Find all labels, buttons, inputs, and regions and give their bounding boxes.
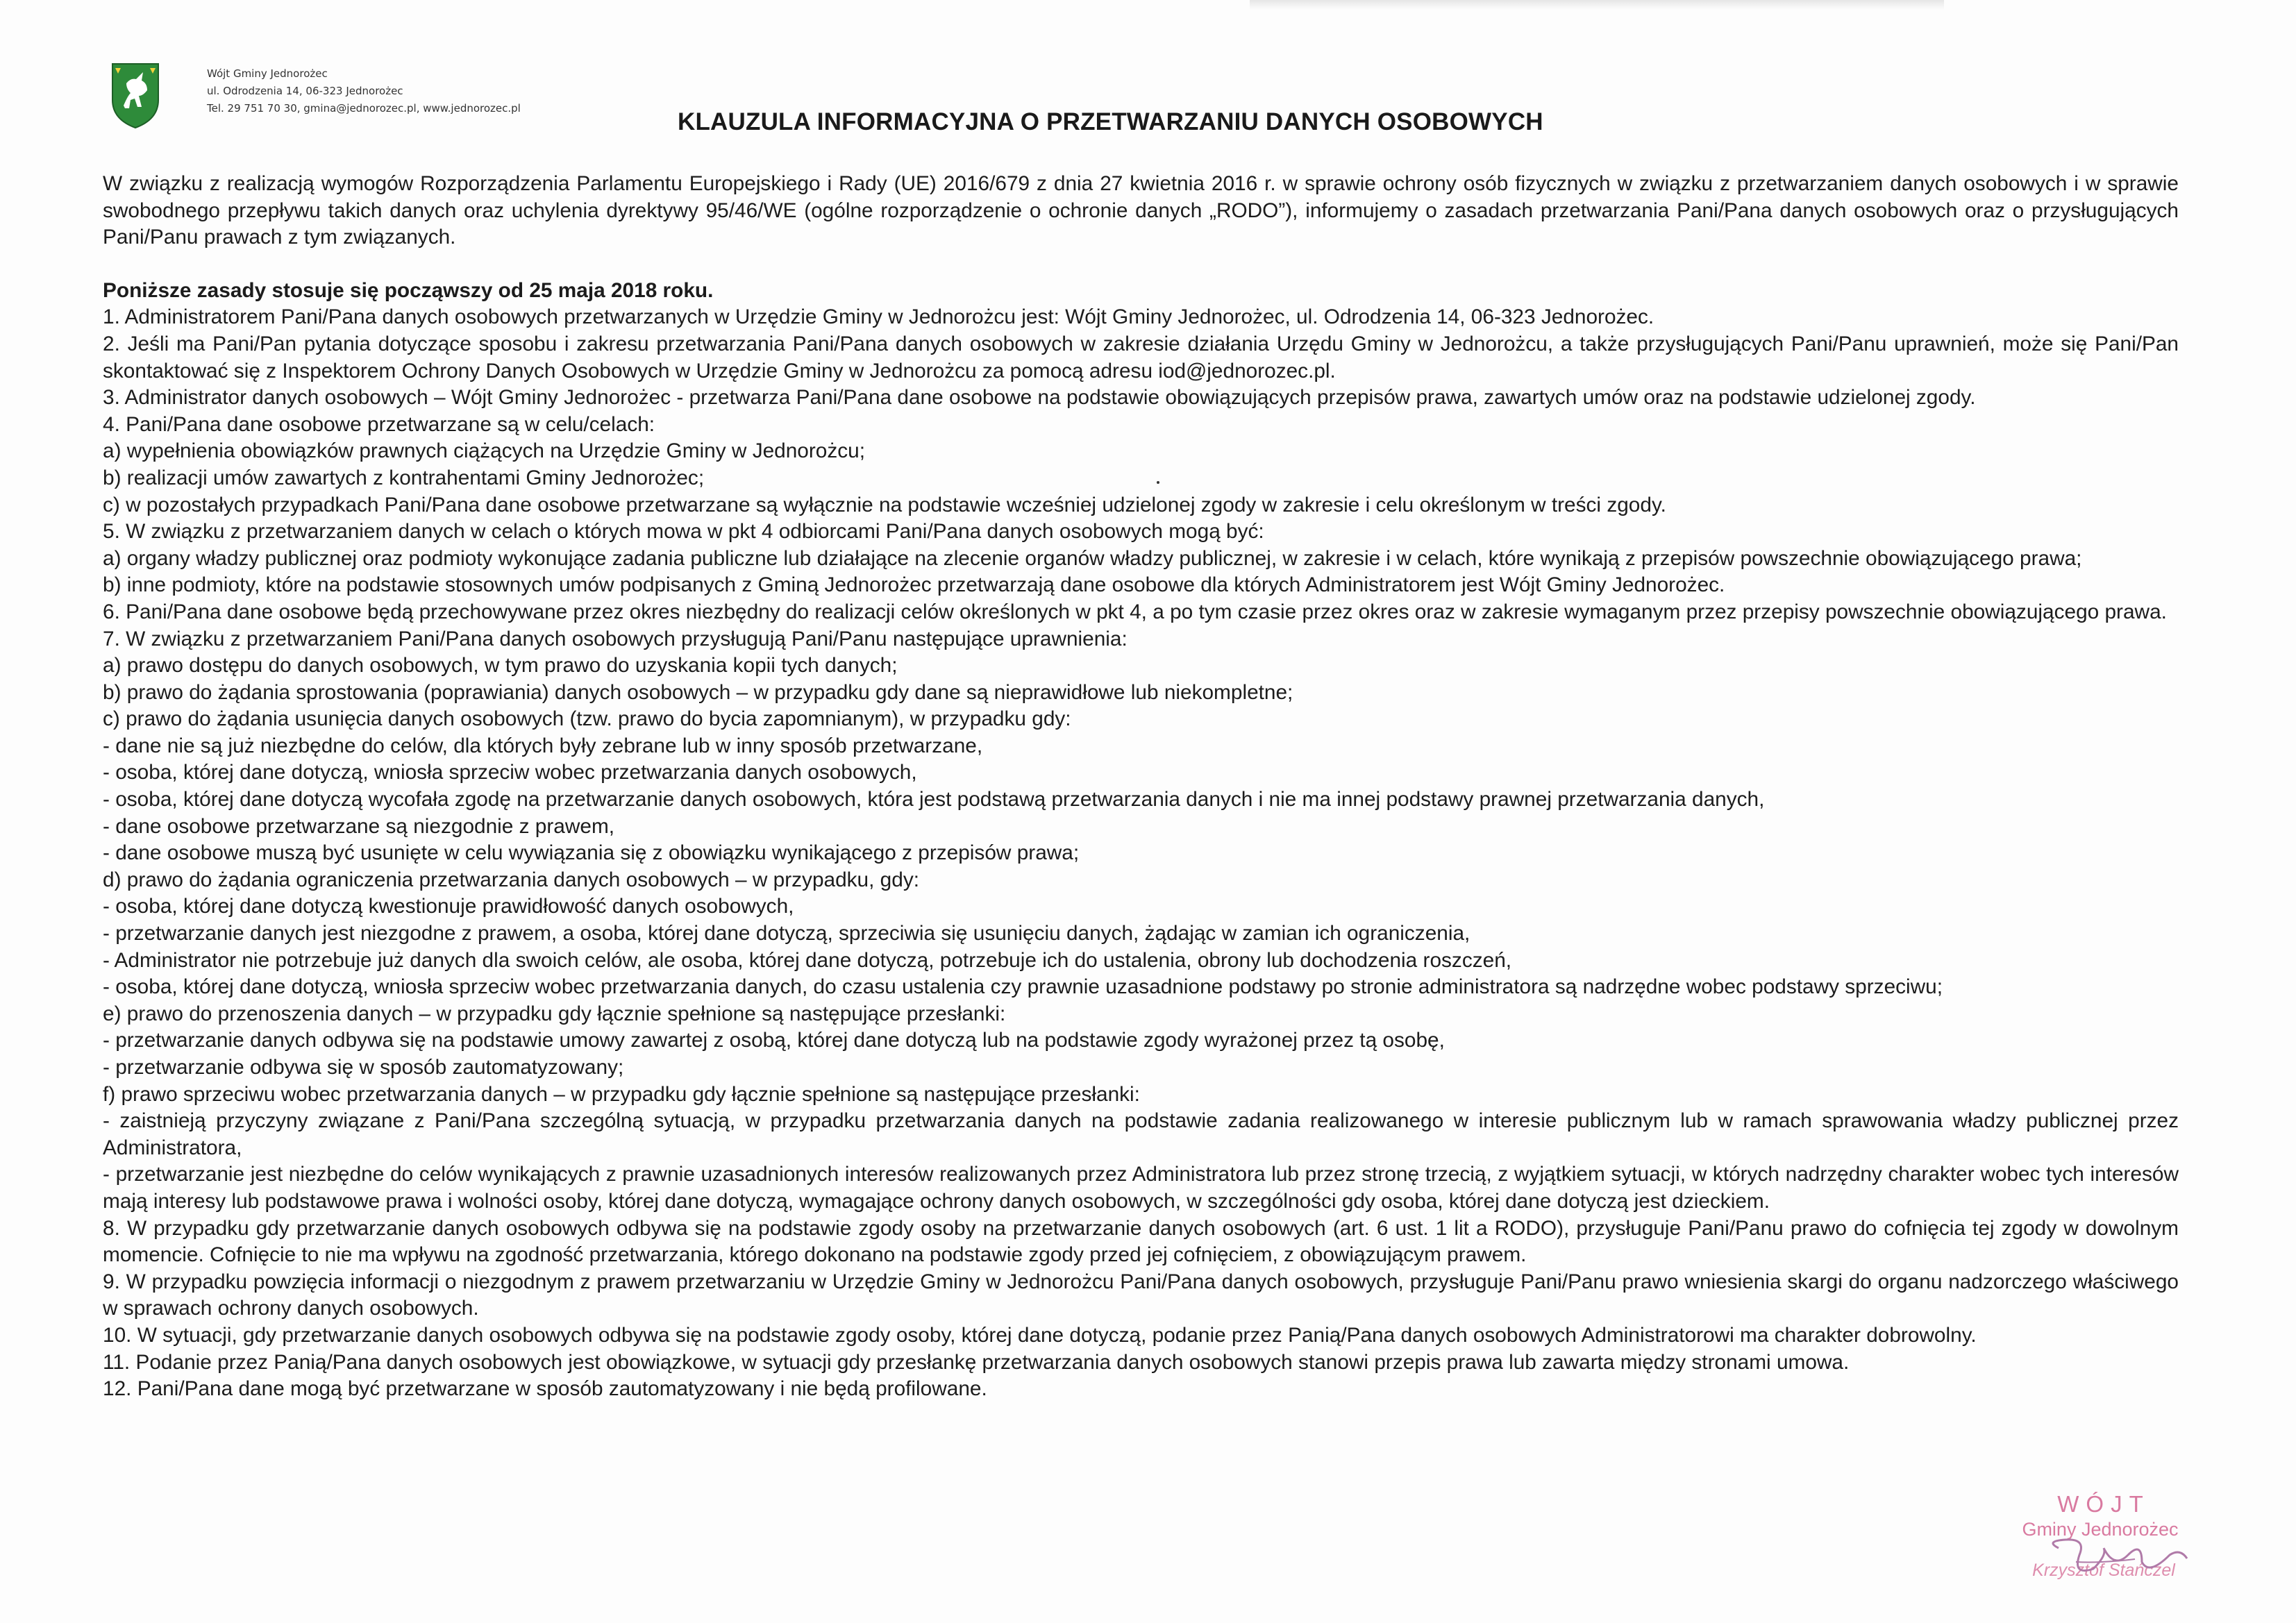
scan-speck [1157, 481, 1159, 484]
list-item: b) realizacji umów zawartych z kontrahentami Gminy Jednorożec; [103, 466, 705, 489]
rules-heading: Poniższe zasady stosuje się począwszy od 25 maja 2018 roku. [103, 278, 714, 302]
list-item: c) prawo do żądania usunięcia danych osobowych (tzw. prawo do bycia zapomnianym), w przypadku gdy: [103, 707, 1071, 731]
header-address-line: Wójt Gminy Jednorożec [207, 67, 328, 80]
list-item: 1. Administratorem Pani/Pana danych osobowych przetwarzanych w Urzędzie Gminy w Jednorożcu jest: Wójt Gminy Jednorożec, ul. Odrodzenia 14, 06-323 Jednorożec. [103, 305, 1654, 329]
list-item: - osoba, której dane dotyczą kwestionuje prawidłowość danych osobowych, [103, 895, 794, 918]
list-item: - przetwarzanie danych odbywa się na podstawie umowy zawartej z osobą, której dane dotyczą lub na podstawie zgody wyrażonej przez tą osobę, [103, 1029, 1445, 1052]
list-item: 6. Pani/Pana dane osobowe będą przechowywane przez okres niezbędny do realizacji celów określonych w pkt 4, a po tym czasie przez okres oraz w zakresie wymaganym przez przepisy powszechnie obowiązującego prawa. [103, 600, 2167, 623]
stamp-office: Gminy Jednorożec [2022, 1519, 2179, 1540]
list-item: - osoba, której dane dotyczą, wniosła sprzeciw wobec przetwarzania danych, do czasu ustalenia czy prawnie uzasadnione podstawy po stronie administratora są nadrzędne wobec podstawy sprzeciwu; [103, 975, 1943, 999]
list-item: - Administrator nie potrzebuje już danych dla swoich celów, ale osoba, której dane dotyczą, potrzebuje ich do ustalenia, obrony lub dochodzenia roszczeń, [103, 948, 1512, 972]
list-item: 4. Pani/Pana dane osobowe przetwarzane są w celu/celach: [103, 412, 655, 436]
list-item: c) w pozostałych przypadkach Pani/Pana dane osobowe przetwarzane są wyłącznie na podstawie wcześniej udzielonej zgody w zakresie i celu określonym w treści zgody. [103, 493, 1666, 516]
list-item: - zaistnieją przyczyny związane z Pani/Pana szczególną sytuacją, w przypadku przetwarzania danych na podstawie zadania realizowanego w interesie publicznym lub w ramach sprawowania władzy publicznej przez Administratora, [103, 1109, 2179, 1159]
list-item: - przetwarzanie odbywa się w sposób zautomatyzowany; [103, 1056, 624, 1079]
list-item: b) prawo do żądania sprostowania (poprawiania) danych osobowych – w przypadku gdy dane są nieprawidłowe lub niekompletne; [103, 680, 1293, 704]
list-item: - przetwarzanie danych jest niezgodne z prawem, a osoba, której dane dotyczą, sprzeciwia się usunięciu danych, żądając w zamian ich ograniczenia, [103, 922, 1470, 945]
list-item: 9. W przypadku powzięcia informacji o niezgodnym z prawem przetwarzaniu w Urzędzie Gminy w Jednorożcu Pani/Pana danych osobowych, przysługuje Pani/Panu prawo wniesienia skargi do organu nadzorczego właściwego w sprawach ochrony danych osobowych. [103, 1270, 2179, 1320]
list-item: 5. W związku z przetwarzaniem danych w celach o których mowa w pkt 4 odbiorcami Pani/Pana danych osobowych mogą być: [103, 520, 1264, 544]
intro-paragraph: W związku z realizacją wymogów Rozporządzenia Parlamentu Europejskiego i Rady (UE) 2016/679 z dnia 27 kwietnia 2016 r. w sprawie ochrony osób fizycznych w związku z przetwarzaniem danych osobowych i w sprawie swobodnego przepływu takich danych oraz uchylenia dyrektywy 95/46/WE (ogólne rozporządzenie o ochronie danych „RODO”), informujemy o zasadach przetwarzania Pani/Pana danych osobowych oraz o przysługujących Pani/Panu prawach z tym związanych. [103, 172, 2179, 249]
list-item: - osoba, której dane dotyczą wycofała zgodę na przetwarzanie danych osobowych, która jest podstawą przetwarzania danych i nie ma innej podstawy prawnej przetwarzania danych, [103, 788, 1765, 812]
header-address-line: Tel. 29 751 70 30, gmina@jednorozec.pl, www.jednorozec.pl [207, 102, 521, 115]
list-item: f) prawo sprzeciwu wobec przetwarzania danych – w przypadku gdy łącznie spełnione są następujące przesłanki: [103, 1082, 1140, 1106]
list-item: b) inne podmioty, które na podstawie stosownych umów podpisanych z Gminą Jednorożec przetwarzają dane osobowe dla których Administratorem jest Wójt Gminy Jednorożec. [103, 573, 1725, 597]
list-item: 2. Jeśli ma Pani/Pan pytania dotyczące sposobu i zakresu przetwarzania Pani/Pana danych osobowych w zakresie działania Urzędu Gminy w Jednorożcu, a także przysługujących Pani/Panu uprawnień, może się Pani/Pan skontaktować się z Inspektorem Ochrony Danych Osobowych w Urzędzie Gminy w Jednorożcu za pomocą adresu iod@jednorozec.pl. [103, 332, 2179, 382]
list-item: - przetwarzanie jest niezbędne do celów wynikających z prawnie uzasadnionych interesów realizowanych przez Administratora lub przez stronę trzecią, z wyjątkiem sytuacji, w których nadrzędny charakter wobec tych interesów mają interesy lub podstawowe prawa i wolności osoby, której dane dotyczą, wymagające ochrony danych osobowych, w szczególności gdy osoba, której dane dotyczą jest dzieckiem. [103, 1163, 2179, 1213]
list-item: - osoba, której dane dotyczą, wniosła sprzeciw wobec przetwarzania danych osobowych, [103, 761, 917, 784]
list-item: a) organy władzy publicznej oraz podmioty wykonujące zadania publiczne lub działające na zlecenie organów władzy publicznej, w zakresie i w celach, które wynikają z przepisów powszechnie obowiązującego prawa; [103, 546, 2082, 570]
list-item: 11. Podanie przez Panią/Pana danych osobowych jest obowiązkowe, w sytuacji gdy przesłankę przetwarzania danych osobowych stanowi przepis prawa lub zawarta między stronami umowa. [103, 1350, 1850, 1374]
list-item: 7. W związku z przetwarzaniem Pani/Pana danych osobowych przysługują Pani/Panu następujące uprawnienia: [103, 627, 1128, 650]
list-item: a) wypełnienia obowiązków prawnych ciążących na Urzędzie Gminy w Jednorożcu; [103, 439, 866, 463]
list-item: d) prawo do żądania ograniczenia przetwarzania danych osobowych – w przypadku, gdy: [103, 868, 920, 891]
list-item: - dane osobowe przetwarzane są niezgodnie z prawem, [103, 814, 615, 838]
list-item: - dane nie są już niezbędne do celów, dla których były zebrane lub w inny sposób przetwarzane, [103, 734, 983, 757]
header-address-line: ul. Odrodzenia 14, 06-323 Jednorożec [207, 85, 403, 97]
document-body [103, 171, 2179, 1403]
stamp-title: WÓJT [2057, 1491, 2150, 1517]
list-item: - dane osobowe muszą być usunięte w celu wywiązania się z obowiązku wynikającego z przepisów prawa; [103, 841, 1080, 865]
coat-of-arms-icon [110, 60, 161, 129]
list-item: 12. Pani/Pana dane mogą być przetwarzane w sposób zautomatyzowany i nie będą profilowane. [103, 1377, 987, 1401]
document-title: KLAUZULA INFORMACYJNA O PRZETWARZANIU DANYCH OSOBOWYCH [678, 108, 1543, 135]
scan-shadow [1250, 0, 1944, 10]
list-item: 3. Administrator danych osobowych – Wójt Gminy Jednorożec - przetwarza Pani/Pana dane osobowe na podstawie obowiązujących przepisów prawa, zawartych umów oraz na podstawie udzielonej zgody. [103, 386, 1976, 410]
header-address [207, 65, 521, 117]
list-item: a) prawo dostępu do danych osobowych, w tym prawo do uzyskania kopii tych danych; [103, 654, 898, 678]
list-item: 10. W sytuacji, gdy przetwarzanie danych osobowych odbywa się na podstawie zgody osoby, której dane dotyczą, podanie przez Panią/Pana danych osobowych Administratorowi ma charakter dobrowolny. [103, 1323, 1977, 1347]
stamp-name: Krzysztof Stańczel [2032, 1561, 2175, 1580]
list-item: 8. W przypadku gdy przetwarzanie danych osobowych odbywa się na podstawie zgody osoby na przetwarzanie danych osobowych (art. 6 ust. 1 lit a RODO), przysługuje Pani/Panu prawo do cofnięcia tej zgody w dowolnym momencie. Cofnięcie to nie ma wpływu na zgodność przetwarzania, którego dokonano na podstawie zgody przed jej cofnięciem, z obowiązującym prawem. [103, 1216, 2179, 1267]
handwritten-signature [2038, 1527, 2197, 1590]
list-item: e) prawo do przenoszenia danych – w przypadku gdy łącznie spełnione są następujące przesłanki: [103, 1002, 1006, 1025]
